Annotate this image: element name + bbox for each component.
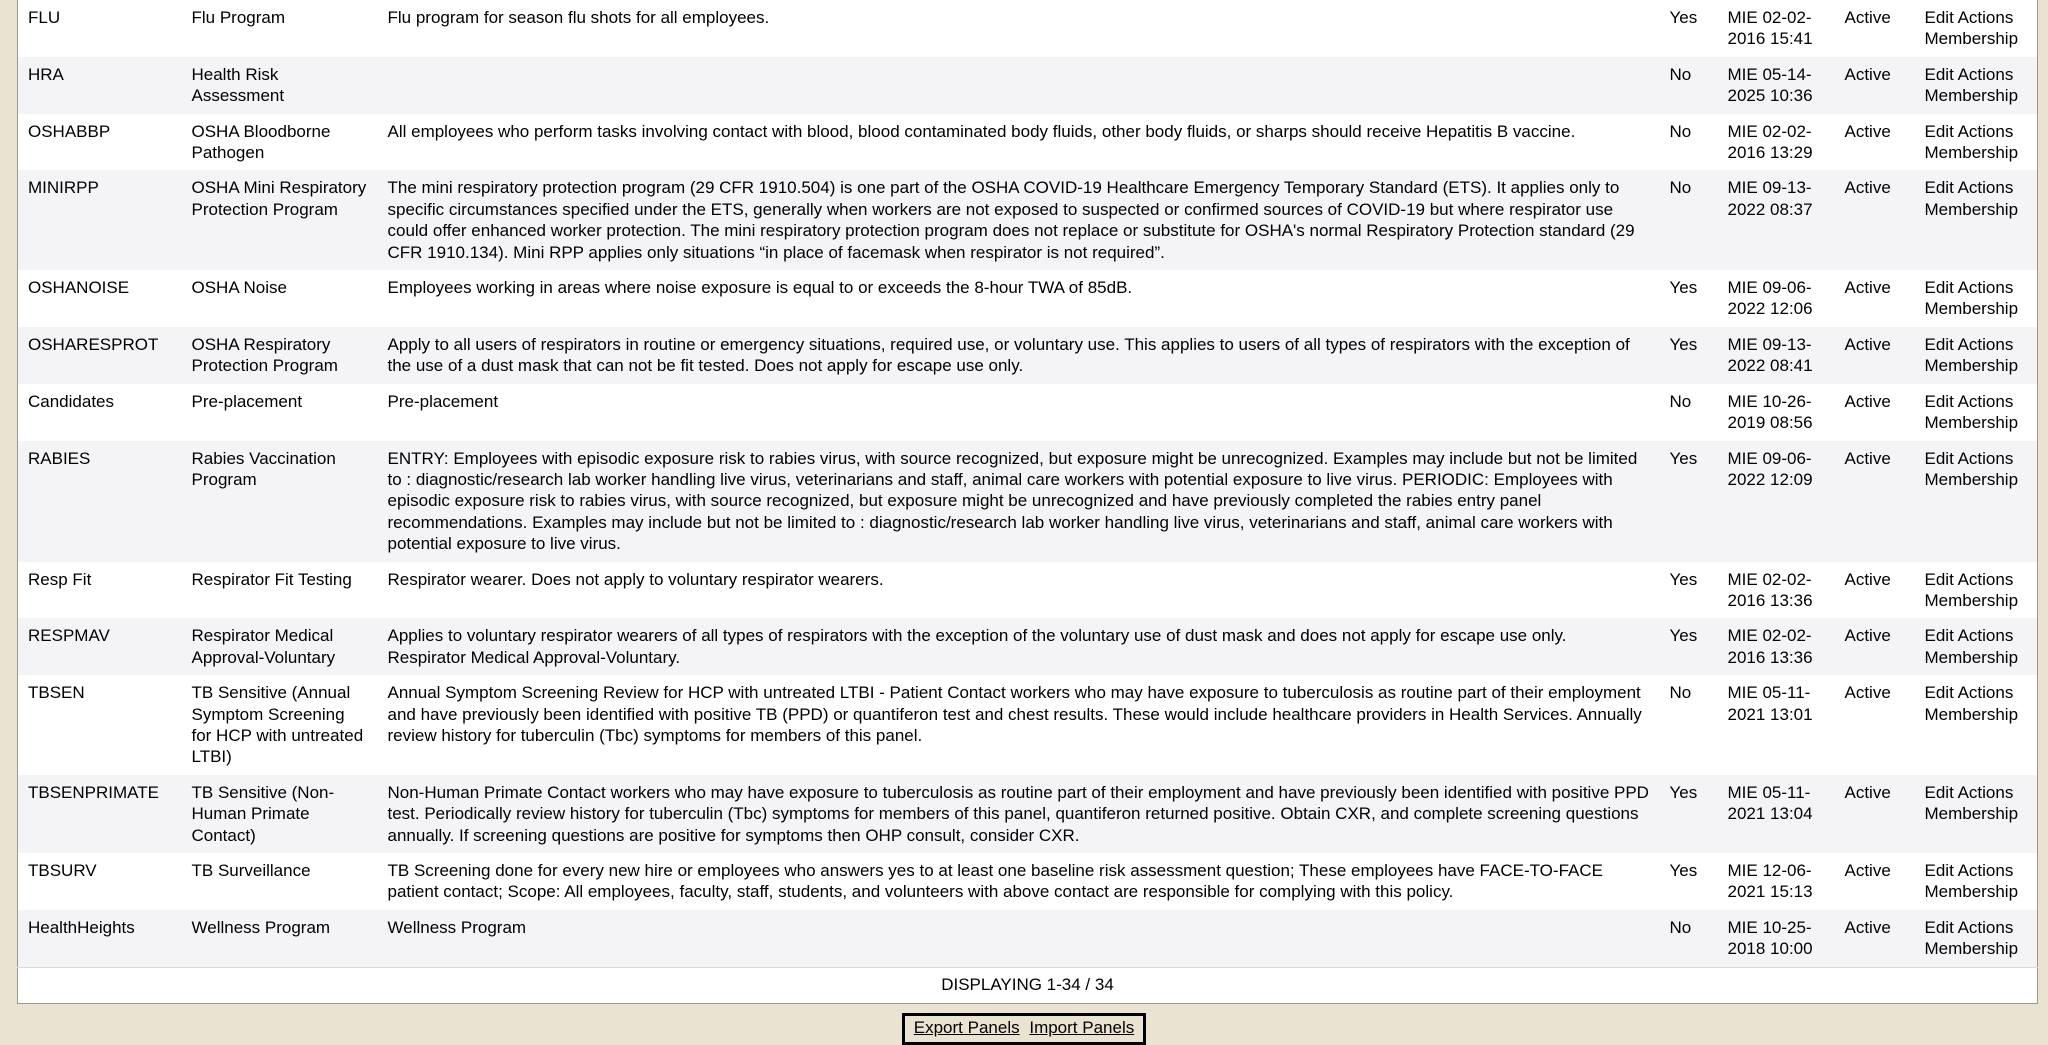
actions-link[interactable]: Actions: [1957, 391, 2014, 411]
panel-status: Active: [1844, 569, 1891, 589]
panel-name: Health Risk Assessment: [191, 64, 285, 106]
panel-name: Flu Program: [191, 8, 286, 27]
panel-current-flag: Yes: [1669, 782, 1698, 802]
panel-modified: MIE 09-06-2022 12:09: [1727, 448, 1813, 489]
displaying-status: DISPLAYING 1-34 / 34: [18, 967, 2038, 1003]
table-row: [18, 384, 2038, 441]
panel-description: TB Screening done for every new hire or employees who answers yes to at least one baseline risk assessment question; These employees have FACE-TO-FACE patient contact; Scope: All employees, faculty, staff, students, and volunteers with above contact are responsible for complying with this policy.: [387, 861, 1603, 902]
panel-actions-cell: [1915, 0, 2038, 57]
panel-current-flag: No: [1669, 391, 1692, 411]
panel-code: MINIRPP: [28, 178, 99, 198]
panel-description: All employees who perform tasks involving contact with blood, blood contaminated body fluids, other body fluids, or sharps should receive Hepatitis B vaccine.: [387, 121, 1576, 141]
membership-link[interactable]: Membership: [1924, 804, 2019, 824]
actions-link[interactable]: Actions: [1957, 64, 2014, 84]
membership-link[interactable]: Membership: [1924, 29, 2019, 49]
membership-link[interactable]: Membership: [1924, 939, 2019, 959]
panel-code: OSHARESPROT: [28, 334, 159, 354]
membership-link[interactable]: Membership: [1924, 413, 2019, 433]
panel-actions-cell: [1915, 327, 2038, 384]
panel-modified: MIE 02-02-2016 13:36: [1727, 626, 1813, 667]
panel-status: Active: [1844, 917, 1891, 937]
panel-actions-cell: [1915, 57, 2038, 114]
panel-status: Active: [1844, 178, 1891, 198]
panel-status: Active: [1844, 8, 1891, 27]
actions-link[interactable]: Actions: [1957, 278, 2014, 298]
actions-link[interactable]: Actions: [1957, 334, 2014, 354]
panel-name: OSHA Respiratory Protection Program: [191, 334, 338, 376]
table-row: [18, 114, 2038, 171]
actions-link[interactable]: Actions: [1957, 626, 2014, 646]
panel-current-flag: No: [1669, 121, 1692, 141]
panel-current-flag: No: [1669, 178, 1692, 198]
panel-modified: MIE 10-25-2018 10:00: [1727, 917, 1813, 959]
panel-code: RABIES: [28, 448, 91, 468]
panel-description: Flu program for season flu shots for all employees.: [387, 8, 770, 27]
panel-modified: MIE 10-26-2019 08:56: [1727, 391, 1813, 433]
panel-actions-cell: [1915, 775, 2038, 853]
actions-link[interactable]: Actions: [1957, 448, 2014, 468]
table-row: [18, 0, 2038, 57]
panel-current-flag: Yes: [1669, 861, 1698, 880]
panel-actions-cell: [1915, 170, 2038, 270]
panel-actions-cell: [1915, 675, 2038, 775]
table-row: [18, 57, 2038, 114]
panel-current-flag: No: [1669, 917, 1692, 937]
panel-description: Respirator wearer. Does not apply to voluntary respirator wearers.: [387, 569, 884, 589]
actions-link[interactable]: Actions: [1957, 917, 2014, 937]
panel-current-flag: Yes: [1669, 334, 1698, 354]
panel-modified: MIE 09-13-2022 08:41: [1727, 334, 1813, 376]
panel-current-flag: Yes: [1669, 278, 1698, 298]
table-row: [18, 775, 2038, 853]
panel-description: Applies to voluntary respirator wearers of all types of respirators with the exception of the voluntary use of dust mask and does not apply for escape use only. Respirator Medical Approval-Voluntary.: [387, 626, 1567, 667]
table-row: [18, 170, 2038, 270]
panel-description: Wellness Program: [387, 917, 527, 937]
panel-status: Active: [1844, 626, 1891, 646]
panel-current-flag: No: [1669, 683, 1692, 703]
panel-current-flag: Yes: [1669, 626, 1698, 646]
edit-link[interactable]: Edit: [1924, 121, 1954, 141]
panel-name: Pre-placement: [191, 391, 303, 411]
table-row: [18, 910, 2038, 967]
panel-code: Resp Fit: [28, 569, 92, 589]
paging-row: [18, 967, 2038, 1003]
panels-table: [17, 0, 2038, 1004]
membership-link[interactable]: Membership: [1924, 86, 2019, 106]
panel-status: Active: [1844, 448, 1891, 468]
panel-status: Active: [1844, 64, 1891, 84]
panels-table-container: [17, 0, 2037, 1004]
panel-code: HRA: [28, 64, 64, 84]
panel-status: Active: [1844, 121, 1891, 141]
panel-current-flag: Yes: [1669, 448, 1698, 468]
panel-actions-cell: [1915, 853, 2038, 910]
edit-link[interactable]: Edit: [1924, 917, 1954, 937]
panel-actions-cell: [1915, 441, 2038, 562]
table-row: [18, 441, 2038, 562]
panel-code: HealthHeights: [28, 917, 135, 937]
panel-modified: MIE 05-11-2021 13:01: [1727, 683, 1813, 724]
panel-name: TB Sensitive (Non-Human Primate Contact): [191, 782, 335, 845]
panel-current-flag: Yes: [1669, 569, 1698, 589]
panel-name: Respirator Fit Testing: [191, 569, 352, 589]
edit-link[interactable]: Edit: [1924, 683, 1954, 703]
export-import-bar: [0, 1013, 2048, 1045]
panel-modified: MIE 05-11-2021 13:04: [1727, 782, 1813, 824]
panel-name: Rabies Vaccination Program: [191, 448, 336, 489]
panel-current-flag: Yes: [1669, 8, 1698, 27]
panel-code: RESPMAV: [28, 626, 110, 646]
actions-link[interactable]: Actions: [1957, 121, 2014, 141]
panel-name: Wellness Program: [191, 917, 331, 937]
panel-name: Respirator Medical Approval-Voluntary: [191, 626, 336, 667]
edit-link[interactable]: Edit: [1924, 626, 1954, 646]
table-row: [18, 327, 2038, 384]
panel-modified: MIE 02-02-2016 13:29: [1727, 121, 1813, 163]
actions-link[interactable]: Actions: [1957, 178, 2014, 198]
edit-link[interactable]: Edit: [1924, 178, 1954, 198]
import-panels-link[interactable]: Import Panels: [1029, 1018, 1135, 1038]
edit-link[interactable]: Edit: [1924, 448, 1954, 468]
panel-modified: MIE 12-06-2021 15:13: [1727, 861, 1813, 902]
edit-link[interactable]: Edit: [1924, 278, 1954, 298]
table-row: [18, 618, 2038, 675]
panel-name: TB Surveillance: [191, 861, 311, 880]
edit-link[interactable]: Edit: [1924, 8, 1954, 27]
panel-description: Apply to all users of respirators in routine or emergency situations, required use, or voluntary use. This applies to users of all types of respirators with the exception of the use of a dust mask that can not be fit tested. Does not apply for escape use only.: [387, 334, 1630, 376]
actions-link[interactable]: Actions: [1957, 8, 2014, 27]
panel-status: Active: [1844, 861, 1891, 880]
panel-name: OSHA Noise: [191, 278, 287, 298]
membership-link[interactable]: Membership: [1924, 704, 2019, 724]
panel-modified: MIE 05-14-2025 10:36: [1727, 64, 1813, 106]
panel-status: Active: [1844, 334, 1891, 354]
panel-modified: MIE 09-13-2022 08:37: [1727, 178, 1813, 219]
panel-code: TBSEN: [28, 683, 85, 703]
panel-status: Active: [1844, 278, 1891, 298]
membership-link[interactable]: Membership: [1924, 590, 2019, 610]
panel-actions-cell: [1915, 114, 2038, 171]
panel-code: Candidates: [28, 391, 115, 411]
edit-link[interactable]: Edit: [1924, 64, 1954, 84]
panel-actions-cell: [1915, 618, 2038, 675]
panel-current-flag: No: [1669, 64, 1692, 84]
membership-link[interactable]: Membership: [1924, 356, 2019, 376]
panel-code: TBSENPRIMATE: [28, 782, 159, 802]
membership-link[interactable]: Membership: [1924, 143, 2019, 163]
panel-description: The mini respiratory protection program (29 CFR 1910.504) is one part of the OSHA COVID-19 Healthcare Emergency Temporary Standard (ETS). It applies only to specific circumstances specified under the ETS, generally when workers are not exposed to suspected or confirmed sources of COVID-19 but where respirator use could offer enhanced worker protection. The mini respiratory protection program does not replace or substitute for OSHA's normal Respiratory Protection standard (29 CFR 1910.134). Mini RPP applies only situations “in place of facemask when respirator is not required”.: [387, 178, 1635, 262]
table-row: [18, 853, 2038, 910]
membership-link[interactable]: Membership: [1924, 647, 2019, 667]
panel-description: Employees working in areas where noise exposure is equal to or exceeds the 8-hour TWA of 85dB.: [387, 278, 1133, 298]
panel-status: Active: [1844, 683, 1891, 703]
edit-link[interactable]: Edit: [1924, 569, 1954, 589]
panel-actions-cell: [1915, 384, 2038, 441]
actions-link[interactable]: Actions: [1957, 683, 2014, 703]
panel-description: Pre-placement: [387, 391, 499, 411]
panel-actions-cell: [1915, 562, 2038, 619]
table-row: [18, 675, 2038, 775]
panel-name: TB Sensitive (Annual Symptom Screening for HCP with untreated LTBI): [191, 683, 364, 767]
actions-link[interactable]: Actions: [1957, 782, 2014, 802]
panel-modified: MIE 09-06-2022 12:06: [1727, 278, 1813, 319]
panel-name: OSHA Mini Respiratory Protection Program: [191, 178, 367, 219]
panel-description: [378, 57, 1660, 114]
table-row: [18, 270, 2038, 327]
actions-link[interactable]: Actions: [1957, 861, 2014, 880]
membership-link[interactable]: Membership: [1924, 299, 2019, 319]
actions-link[interactable]: Actions: [1957, 569, 2014, 589]
panel-code: FLU: [28, 8, 61, 27]
panel-modified: MIE 02-02-2016 13:36: [1727, 569, 1813, 610]
edit-link[interactable]: Edit: [1924, 782, 1954, 802]
panel-status: Active: [1844, 782, 1891, 802]
panel-code: OSHABBP: [28, 121, 111, 141]
membership-link[interactable]: Membership: [1924, 469, 2019, 489]
panel-modified: MIE 02-02-2016 15:41: [1727, 8, 1813, 49]
edit-link[interactable]: Edit: [1924, 391, 1954, 411]
export-panels-link[interactable]: Export Panels: [913, 1018, 1020, 1038]
panel-code: OSHANOISE: [28, 278, 130, 298]
panel-code: TBSURV: [28, 861, 97, 880]
export-import-box: [902, 1013, 1146, 1045]
panels-table-body: [18, 0, 2038, 967]
panel-actions-cell: [1915, 270, 2038, 327]
edit-link[interactable]: Edit: [1924, 861, 1954, 880]
panel-status: Active: [1844, 391, 1891, 411]
panel-name: OSHA Bloodborne Pathogen: [191, 121, 331, 163]
panel-actions-cell: [1915, 910, 2038, 967]
panel-description: Non-Human Primate Contact workers who may have exposure to tuberculosis as routine part of their employment and have previously been identified with positive PPD test. Periodically review history for tuberculin (Tbc) symptoms for members of this panel, quantiferon returned positive. Obtain CXR, and complete screening questions annually. If screening questions are positive for symptoms then OHP consult, consider CXR.: [387, 782, 1649, 845]
table-row: [18, 562, 2038, 619]
panel-description: Annual Symptom Screening Review for HCP with untreated LTBI - Patient Contact workers who may have exposure to tuberculosis as routine part of their employment and have previously been identified with positive TB (PPD) or quantiferon test and chest results. These would include healthcare providers in Health Services. Annually review history for tuberculin (Tbc) symptoms for members of this panel.: [387, 683, 1642, 745]
panel-description: ENTRY: Employees with episodic exposure risk to rabies virus, with source recognized, but exposure might be unrecognized. Examples may include but not be limited to : diagnostic/research lab worker handling live virus, veterinarians and staff, animal care workers with potential exposure to live virus. PERIODIC: Employees with episodic exposure risk to rabies virus, with source recognized, but exposure might be unrecognized and have previously completed the rabies entry panel recommendations. Examples may include but not be limited to : diagnostic/research lab worker handling live virus, veterinarians and staff, animal care workers with potential exposure to live virus.: [387, 448, 1638, 554]
membership-link[interactable]: Membership: [1924, 199, 2019, 219]
edit-link[interactable]: Edit: [1924, 334, 1954, 354]
membership-link[interactable]: Membership: [1924, 882, 2019, 902]
